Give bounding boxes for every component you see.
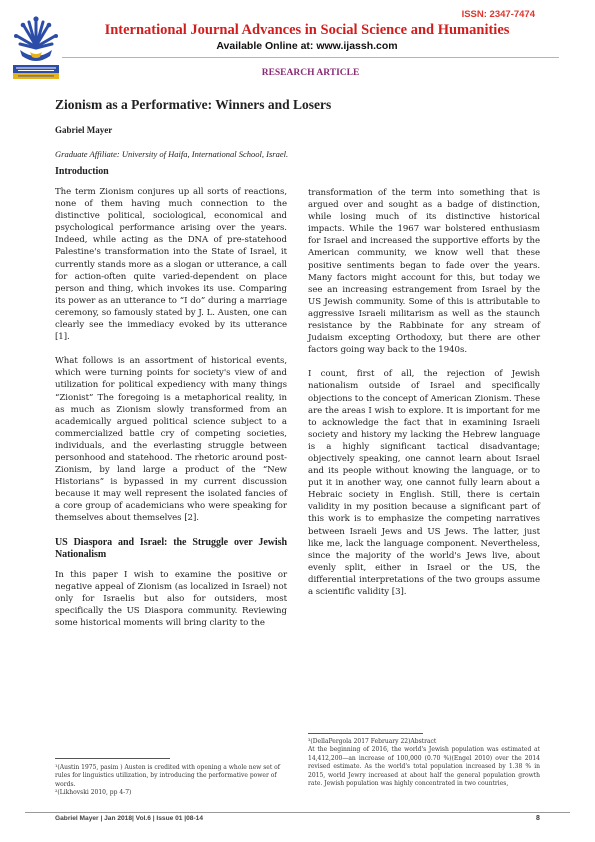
footnote-divider-left [55,758,170,759]
paragraph: In this paper I wish to examine the positive or negative appeal of Zionism (as localized in Israel) not only for Israelis but also for outsiders, most specifically the US Diaspora community. Reviewing some historical moments will bring clarity to the [55,569,287,628]
page-number: 8 [536,815,540,822]
footnote-divider-right [308,733,423,734]
available-online-line: Available Online at: www.ijassh.com [216,40,398,52]
footnotes-right [308,738,540,788]
paragraph: The term Zionism conjures up all sorts of reactions, none of them having much connection to the distinctive political, sociological, economical and psychological performance arising over the years. Indeed, while acting as the DNA of pre-statehood Palestine's transformation into the State of Israel, it currently stands more as a slogan or utterance, a call for action-often quite varied-dependent on place person and thing, which invokes its use. Comparing its power as an utterance to “I do” during a marriage ceremony, so famously stated by J. L. Austen, one can clearly see the immediacy evoked by its utterance [1]. [55,187,287,343]
paper-title: Zionism as a Performative: Winners and Losers [55,97,332,112]
issn-label: ISSN: 2347-7474 [461,9,535,20]
logo-tree-icon [14,16,58,61]
section-heading-us-diaspora: US Diaspora and Israel: the Struggle over Jewish Nationalism [55,536,287,560]
left-column [55,166,287,641]
paragraph: What follows is an assortment of historical events, which were turning points for society's view of and utilization for political expediency with many things “Zionist” The foregoing is a metaphorical reality, in as much as Zionism slowly transformed from an academically argued political science subject to a commercialized battle cry of competing societies, individuals, and the everlasting struggle between personhood and statehood. The rhetoric around post-Zionism, by land large a product of the “New Historians” is bypassed in my current discussion because it may well represent the isolated fancies of a core group of academicians who were speaking for themselves about themselves [2]. [55,356,287,524]
author-affiliation: Graduate Affiliate: University of Haifa, International School, Israel. [55,149,289,159]
article-type-label: RESEARCH ARTICLE [261,68,360,78]
journal-logo [12,10,60,82]
footnote: At the beginning of 2016, the world's Jewish population was estimated at 14,412,200—an increase of 100,000 (0.70 %)(Engel 2010) over the 2014 revised estimate. As the world's total population increased by 1.38 % in 2015, world Jewry increased at about half the general population growth rate. Jewish population was highly concentrated in two countries, [308,746,540,788]
footnote: ¹(Austin 1975, pasim ) Austen is credited with opening a whole new set of rules for linguistics utilization, by introducing the performative power of words. [55,764,280,788]
footnotes-left [55,764,287,798]
header-divider [62,57,559,58]
paragraph: I count, first of all, the rejection of Jewish nationalism outside of Israel and specifically objections to the concept of American Zionism. These are the areas I wish to explore. It is important for me to acknowledge the fact that in examining Israeli society and history my lacking the Hebrew language is a highly significant tactical disadvantage; objectively speaking, one cannot learn about Israel and its people without knowing the language, or to put it in another way, one cannot fully learn about a Hebraic society in English. Still, there is certain validity in my position because a significant part of this work is to emphasize the competing narratives between Israeli Jews and US Jews. The latter, just like me, lack the language component. Nevertheless, since the majority of the world's Jews live, about evenly split, either in Israel or the US, the differential interpretations of the two groups assume a scientific validity [3]. [308,369,540,597]
section-heading-introduction: Introduction [55,166,109,177]
journal-title: International Journal Advances in Social Science and Humanities [104,22,510,38]
footnote: ²(Likhovski 2010, pp 4-7) [55,789,132,797]
footer-divider [25,812,570,813]
author-name: Gabriel Mayer [55,125,113,135]
footer-citation: Gabriel Mayer | Jan 2018| Vol.6 | Issue 01 |08-14 [55,815,204,822]
right-column [308,187,540,610]
paragraph: transformation of the term into something that is argued over and sought as a badge of distinction, while losing much of its distinctive historical impacts. While the 1967 war bolstered enthusiasm for Israel and increased the supportive efforts by the American community, we know well that these positive sentiments began to fade over the years. Many factors might account for this, but today we see an increasing estrangement from Israel by the US Jewish community. Some of this is attributable to aggressive Israeli militarism as well as the staunch resistance by the Rabbinate for any stream of Judaism excepting Orthodoxy, but there are other factors going way back to the 1940s. [308,188,540,356]
footnote: ³(DellaPergola 2017 February 22)Abstract [308,738,437,745]
